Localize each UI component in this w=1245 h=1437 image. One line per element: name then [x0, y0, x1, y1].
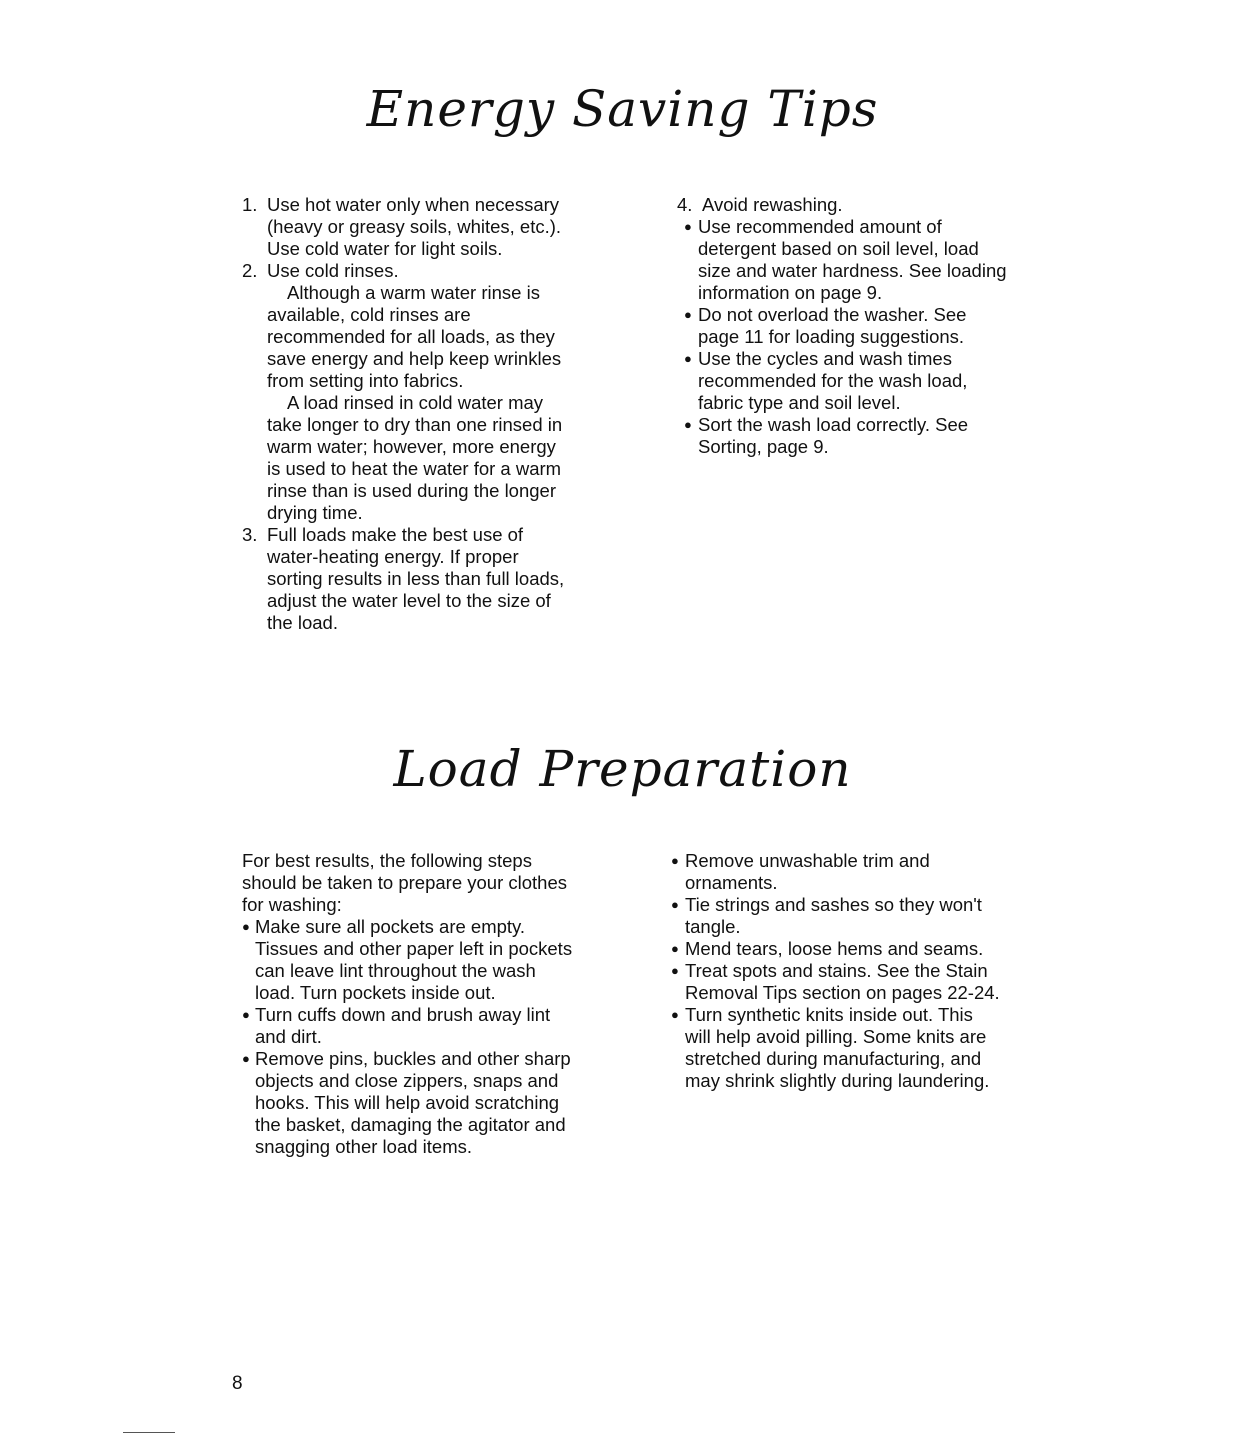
- load-prep-bullet: [242, 1004, 577, 1048]
- bullet-text: Do not overload the washer. See page 11 for loading suggestions.: [698, 304, 967, 347]
- tip-text: Use cold rinses.: [267, 260, 399, 281]
- bullet-icon: ●: [671, 897, 679, 912]
- bullet-icon: ●: [671, 853, 679, 868]
- bullet-text: Turn cuffs down and brush away lint and dirt.: [255, 1004, 551, 1047]
- bullet-text: Tie strings and sashes so they won't tangle.: [685, 894, 982, 937]
- energy-tip-2: [242, 260, 572, 524]
- rewash-bullet: [684, 414, 1007, 458]
- load-prep-bullet: [671, 960, 1001, 1004]
- bullet-icon: ●: [684, 417, 692, 432]
- energy-saving-tips-title: Energy Saving Tips: [366, 80, 879, 138]
- load-prep-bullet: [671, 894, 1001, 938]
- footer-rule: [123, 1432, 175, 1433]
- bullet-icon: ●: [242, 1051, 250, 1066]
- load-preparation-title: Load Preparation: [393, 740, 852, 798]
- bullet-icon: ●: [671, 941, 679, 956]
- bullet-icon: ●: [684, 351, 692, 366]
- bullet-icon: ●: [684, 307, 692, 322]
- load-prep-right-column: [671, 850, 1001, 1092]
- bullet-text: Make sure all pockets are empty. Tissues and other paper left in pockets can leave lint throughout the wash load. Turn pockets inside out.: [255, 916, 573, 1003]
- load-prep-bullet: [242, 1048, 577, 1158]
- rewash-bullet: [684, 348, 1007, 414]
- tip-text: Use hot water only when necessary (heavy or greasy soils, whites, etc.). Use cold water for light soils.: [267, 194, 562, 259]
- load-prep-bullet: [242, 916, 577, 1004]
- load-prep-left-column: [242, 850, 577, 1158]
- load-prep-bullet: [671, 938, 1001, 960]
- energy-tip-3: [242, 524, 572, 634]
- bullet-icon: ●: [242, 919, 250, 934]
- energy-tip-1: [242, 194, 572, 260]
- bullet-text: Mend tears, loose hems and seams.: [685, 938, 984, 959]
- bullet-text: Remove pins, buckles and other sharp objects and close zippers, snaps and hooks. This will help avoid scratching the basket, damaging the agitator and snagging other load items.: [255, 1048, 571, 1157]
- bullet-text: Treat spots and stains. See the Stain Removal Tips section on pages 22-24.: [685, 960, 1000, 1003]
- energy-tips-left-column: [242, 194, 572, 634]
- energy-tip-4: [677, 194, 1007, 216]
- bullet-text: Use the cycles and wash times recommended for the wash load, fabric type and soil level.: [698, 348, 968, 413]
- load-prep-intro: For best results, the following steps should be taken to prepare your clothes for washing:: [242, 850, 567, 915]
- tip-text: Avoid rewashing.: [702, 194, 843, 215]
- bullet-text: Remove unwashable trim and ornaments.: [685, 850, 930, 893]
- bullet-text: Sort the wash load correctly. See Sorting, page 9.: [698, 414, 969, 457]
- energy-tips-right-column: [677, 194, 1007, 458]
- rewash-bullet: [684, 216, 1007, 304]
- tip-number: 2.: [242, 260, 258, 281]
- load-prep-bullet: [671, 850, 1001, 894]
- tip-paragraph: Although a warm water rinse is available, cold rinses are recommended for all loads, as they save energy and help keep wrinkles from setting into fabrics.: [267, 282, 562, 391]
- tip-number: 3.: [242, 524, 258, 545]
- page-number: 8: [232, 1373, 243, 1394]
- bullet-text: Turn synthetic knits inside out. This will help avoid pilling. Some knits are stretched during manufacturing, and may shrink slightly during laundering.: [685, 1004, 990, 1091]
- bullet-icon: ●: [671, 963, 679, 978]
- bullet-icon: ●: [242, 1007, 250, 1022]
- bullet-text: Use recommended amount of detergent based on soil level, load size and water hardness. See loading information on page 9.: [698, 216, 1007, 303]
- load-prep-bullet: [671, 1004, 1001, 1092]
- tip-number: 4.: [677, 194, 693, 215]
- bullet-icon: ●: [671, 1007, 679, 1022]
- tip-paragraph: A load rinsed in cold water may take longer to dry than one rinsed in warm water; however, more energy is used to heat the water for a warm rinse than is used during the longer drying time.: [267, 392, 563, 523]
- rewash-bullet: [684, 304, 1007, 348]
- bullet-icon: ●: [684, 219, 692, 234]
- tip-number: 1.: [242, 194, 258, 215]
- tip-text: Full loads make the best use of water-heating energy. If proper sorting results in less than full loads, adjust the water level to the size of the load.: [267, 524, 565, 633]
